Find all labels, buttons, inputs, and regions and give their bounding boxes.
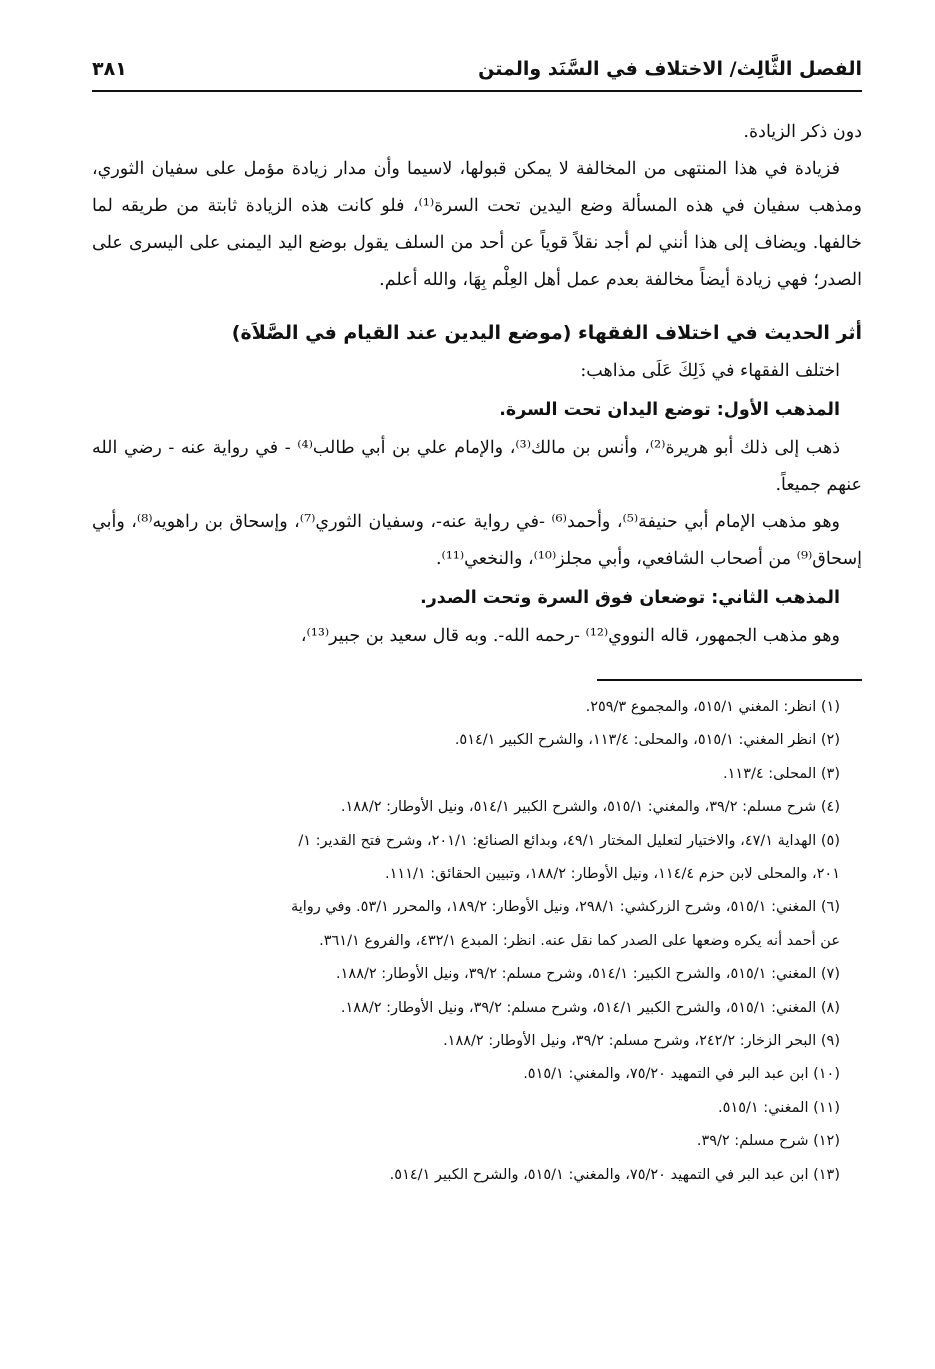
footnote-1: (١) انظر: المغني ٥١٥/١، والمجموع ٢٥٩/٣. bbox=[585, 699, 840, 715]
footnote-7: (٧) المغني: ٥١٥/١، والشرح الكبير: ٥١٤/١، وشرح مسلم: ٣٩/٢، ونيل الأوطار: ١٨٨/٢. bbox=[336, 966, 840, 983]
paragraph-6: وهو مذهب الجمهور، قاله النووي⁽¹²⁾ -رحمه الله-. وبه قال سعيد بن جبير⁽¹³⁾، bbox=[300, 626, 840, 646]
paragraph-2: فزيادة في هذا المنتهى من المخالفة لا يمكن قبولها، لاسيما وأن مدار زيادة مؤمل على سفيان الثوري، ومذهب سفيان في هذه المسألة وضع اليدين تحت السرة⁽¹⁾، فلو كانت هذه الزيادة ثابتة من طريقه لما خالفها. ويضاف إلى هذا أنني لم أجد نقلاً قوياً عن أحد من السلف يقول بوضع اليد اليمنى على اليسرى على الصدر؛ فهي زيادة أيضاً مخالفة بعدم عمل أهل العِلْم بِهَا، والله أعلم. bbox=[92, 159, 862, 290]
page-number: ٣٨١ bbox=[92, 58, 127, 80]
footnote-4: (٤) شرح مسلم: ٣٩/٢، والمغني: ٥١٥/١، والشرح الكبير ٥١٤/١، ونيل الأوطار: ١٨٨/٢. bbox=[340, 799, 840, 816]
footnote-2: (٢) انظر المغني: ٥١٥/١، والمحلى: ١١٣/٤، والشرح الكبير ٥١٤/١. bbox=[454, 732, 840, 749]
footnote-6-continued: عن أحمد أنه يكره وضعها على الصدر كما نقل عنه. انظر: المبدع ٤٣٢/١، والفروع ٣٦١/١. bbox=[319, 932, 840, 949]
main-text bbox=[92, 114, 862, 655]
footnote-11: (١١) المغني: ٥١٥/١. bbox=[718, 1099, 840, 1116]
paragraph-5: وهو مذهب الإمام أبي حنيفة⁽⁵⁾، وأحمد⁽⁶⁾ -في رواية عنه-، وسفيان الثوري⁽⁷⁾، وإسحاق بن راهويه⁽⁸⁾، وأبي إسحاق⁽⁹⁾ من أصحاب الشافعي، وأبي مجلز⁽¹⁰⁾، والنخعي⁽¹¹⁾. bbox=[92, 512, 862, 569]
footnote-9: (٩) البحر الزخار: ٢٤٢/٢، وشرح مسلم: ٣٩/٢، ونيل الأوطار: ١٨٨/٢. bbox=[443, 1033, 840, 1050]
book-page bbox=[92, 52, 862, 1352]
running-header bbox=[92, 52, 862, 92]
footnote-10: (١٠) ابن عبد البر في التمهيد ٧٥/٢٠، والمغني: ٥١٥/١. bbox=[523, 1066, 840, 1083]
paragraph-4: ذهب إلى ذلك أبو هريرة⁽²⁾، وأنس بن مالك⁽³⁾، والإمام علي بن أبي طالب⁽⁴⁾ - في رواية عنه - رضي الله عنهم جميعاً. bbox=[92, 438, 862, 495]
footnote-5: (٥) الهداية ٤٧/١، والاختيار لتعليل المختار ٤٩/١، وبدائع الصنائع: ٢٠١/١، وشرح فتح القدير: ١/ bbox=[298, 832, 840, 849]
footnote-divider bbox=[597, 679, 862, 681]
chapter-title: الفصل الثَّالِث/ الاختلاف في السَّنَد والمتن bbox=[478, 58, 862, 80]
section-heading: أثر الحديث في اختلاف الفقهاء (موضع اليدين عند القيام في الصَّلاَة) bbox=[231, 322, 862, 344]
footnote-6: (٦) المغني: ٥١٥/١، وشرح الزركشي: ٢٩٨/١، ونيل الأوطار: ١٨٩/٢، والمحرر ٥٣/١. وفي رواية bbox=[290, 899, 840, 916]
paragraph-3: اختلف الفقهاء في ذَلِكَ عَلَى مذاهب: bbox=[580, 361, 840, 381]
footnote-5-continued: ٢٠١، والمحلى لابن حزم ١١٤/٤، ونيل الأوطار: ١٨٨/٢، وتبيين الحقائق: ١١١/١. bbox=[385, 866, 840, 883]
footnote-8: (٨) المغني: ٥١٥/١، والشرح الكبير ٥١٤/١، وشرح مسلم: ٣٩/٢، ونيل الأوطار: ١٨٨/٢. bbox=[340, 999, 840, 1016]
paragraph-1: دون ذكر الزيادة. bbox=[743, 122, 862, 142]
footnote-13: (١٣) ابن عبد البر في التمهيد ٧٥/٢٠، والمغني: ٥١٥/١، والشرح الكبير ٥١٤/١. bbox=[389, 1166, 840, 1183]
madhhab-2-heading: المذهب الثاني: توضعان فوق السرة وتحت الصدر. bbox=[420, 588, 840, 608]
madhhab-1-heading: المذهب الأول: توضع اليدان تحت السرة. bbox=[499, 400, 840, 420]
footnote-12: (١٢) شرح مسلم: ٣٩/٢. bbox=[696, 1133, 840, 1150]
footnote-3: (٣) المحلى: ١١٣/٤. bbox=[723, 765, 840, 782]
footnotes bbox=[92, 691, 862, 1192]
